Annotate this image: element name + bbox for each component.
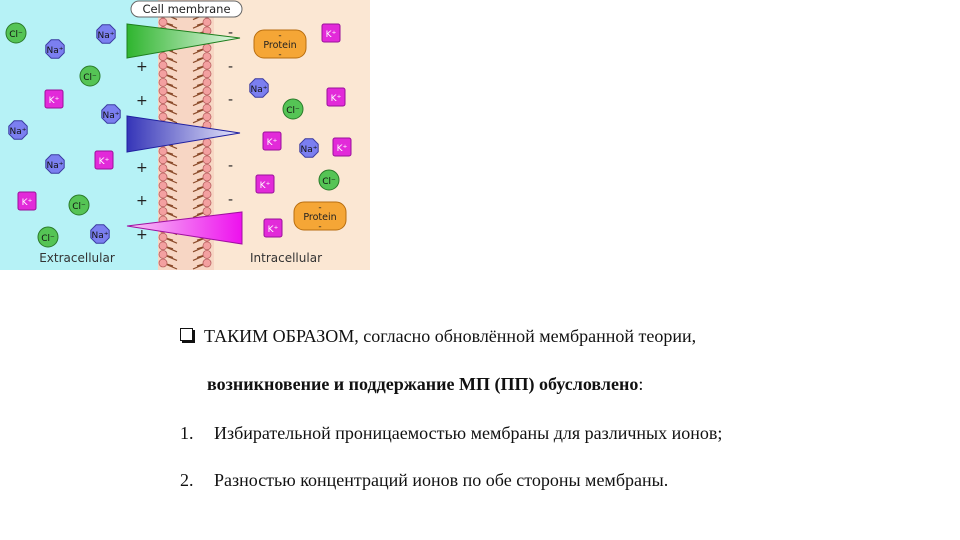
na-ion — [300, 139, 318, 157]
list-number-2: 2. — [180, 470, 194, 490]
k-ion — [18, 192, 36, 210]
cl-ion — [6, 23, 26, 43]
svg-text:Na⁺: Na⁺ — [46, 161, 64, 171]
k-ion — [263, 132, 281, 150]
positive-charge: + — [136, 227, 148, 243]
cl-ion — [319, 170, 339, 190]
cl-ion — [283, 99, 303, 119]
na-ion — [97, 25, 115, 43]
cell-membrane-label — [131, 1, 242, 17]
svg-text:Cell membrane: Cell membrane — [142, 2, 231, 16]
list-text-1: Избирательной проницаемостью мембраны для различных ионов; — [214, 423, 723, 443]
svg-text:Na⁺: Na⁺ — [9, 127, 27, 137]
svg-text:Cl⁻: Cl⁻ — [322, 177, 336, 187]
positive-charge: + — [136, 193, 148, 209]
svg-text:K⁺: K⁺ — [330, 94, 342, 104]
svg-text:K⁺: K⁺ — [325, 30, 337, 40]
protein-molecule — [294, 202, 346, 232]
protein-molecule — [254, 30, 306, 60]
negative-charge: - — [228, 59, 234, 75]
cl-ion — [38, 227, 58, 247]
cell-membrane-diagram — [0, 0, 370, 270]
k-ion — [45, 90, 63, 108]
na-ion — [102, 105, 120, 123]
k-ion — [264, 219, 282, 237]
svg-text:K⁺: K⁺ — [267, 225, 279, 235]
svg-text:K⁺: K⁺ — [336, 144, 348, 154]
list-text-2: Разностью концентраций ионов по обе стороны мембраны. — [214, 470, 669, 490]
svg-text:-: - — [318, 203, 322, 213]
svg-text:Cl⁻: Cl⁻ — [286, 106, 300, 116]
conclusion-bold-text: возникновение и поддержание МП (ПП) обусловлено — [207, 374, 639, 394]
na-ion — [46, 40, 64, 58]
svg-text:Na⁺: Na⁺ — [102, 111, 120, 121]
negative-charge: - — [228, 158, 234, 174]
positive-charge: + — [136, 59, 148, 75]
negative-charge: - — [228, 192, 234, 208]
svg-text:Na⁺: Na⁺ — [300, 145, 318, 155]
cl-ion — [80, 66, 100, 86]
negative-charge: - — [228, 92, 234, 108]
k-ion — [256, 175, 274, 193]
svg-text:Na⁺: Na⁺ — [91, 231, 109, 241]
conclusion-text: ТАКИМ ОБРАЗОМ, согласно обновлённой мембранной теории, — [204, 326, 697, 346]
conclusion-line-1 — [180, 326, 696, 347]
conclusion-colon: : — [638, 374, 644, 394]
list-item-2 — [180, 470, 668, 491]
positive-charge: + — [136, 93, 148, 109]
checkbox-bullet-icon — [180, 328, 193, 341]
svg-text:Cl⁻: Cl⁻ — [83, 73, 97, 83]
na-ion — [250, 79, 268, 97]
svg-text:-: - — [278, 50, 282, 60]
intracellular-label: Intracellular — [249, 251, 323, 265]
extracellular-label: Extracellular — [39, 251, 115, 265]
positive-charge: + — [136, 160, 148, 176]
list-item-1 — [180, 423, 722, 444]
svg-text:Cl⁻: Cl⁻ — [72, 202, 86, 212]
negative-charge: - — [228, 25, 234, 41]
svg-text:Na⁺: Na⁺ — [46, 46, 64, 56]
k-ion — [333, 138, 351, 156]
svg-text:Cl⁻: Cl⁻ — [41, 234, 55, 244]
list-number-1: 1. — [180, 423, 194, 443]
svg-text:Na⁺: Na⁺ — [97, 31, 115, 41]
na-ion — [9, 121, 27, 139]
na-ion — [91, 225, 109, 243]
svg-text:K⁺: K⁺ — [98, 157, 110, 167]
svg-text:K⁺: K⁺ — [259, 181, 271, 191]
svg-text:-: - — [318, 222, 322, 232]
k-ion — [95, 151, 113, 169]
cl-ion — [69, 195, 89, 215]
svg-text:Cl⁻: Cl⁻ — [9, 30, 23, 40]
svg-text:Protein: Protein — [263, 40, 297, 51]
svg-text:K⁺: K⁺ — [266, 138, 278, 148]
svg-text:Protein: Protein — [303, 212, 337, 223]
svg-text:K⁺: K⁺ — [21, 198, 33, 208]
svg-text:K⁺: K⁺ — [48, 96, 60, 106]
na-ion — [46, 155, 64, 173]
conclusion-line-2 — [207, 374, 643, 395]
svg-text:Na⁺: Na⁺ — [250, 85, 268, 95]
k-ion — [327, 88, 345, 106]
svg-text:-: - — [278, 31, 282, 41]
k-ion — [322, 24, 340, 42]
